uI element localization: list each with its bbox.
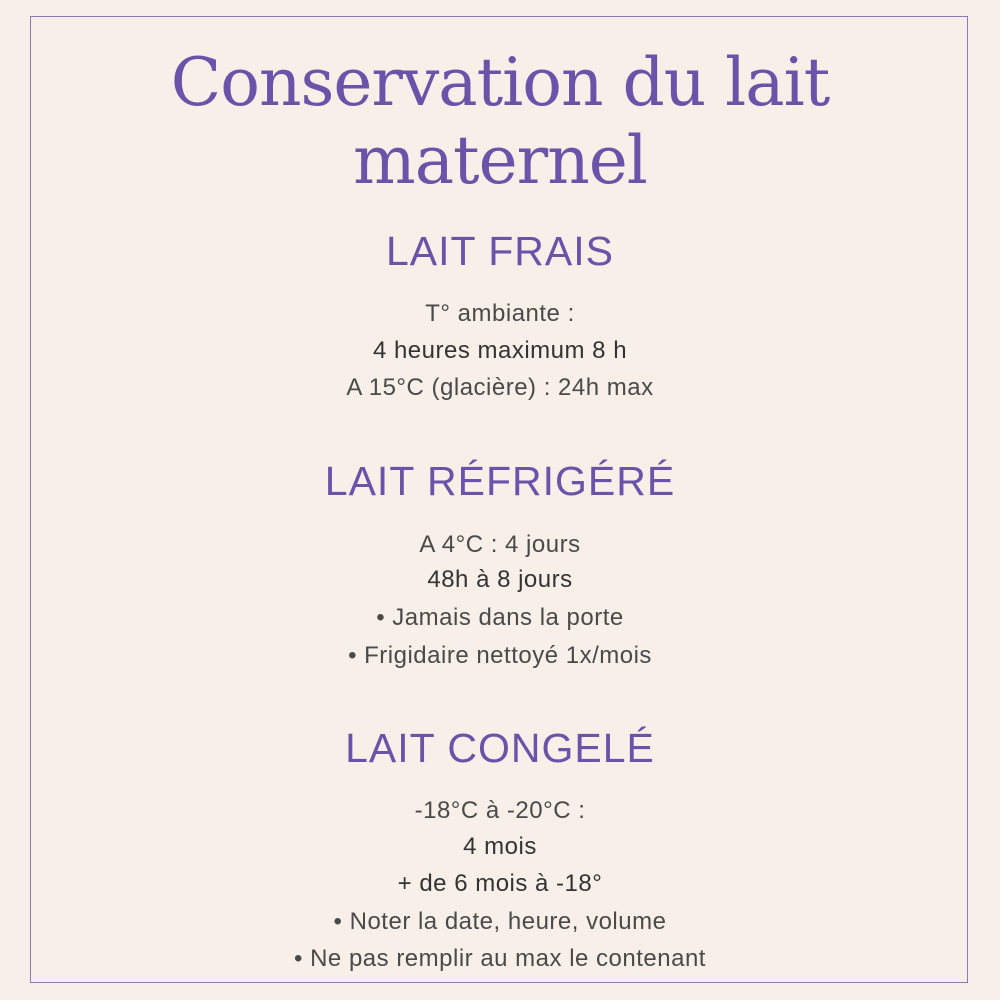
section-heading-fresh: LAIT FRAIS: [386, 228, 614, 274]
fresh-line-cooler: A 15°C (glacière) : 24h max: [346, 374, 654, 401]
frozen-line-temp: -18°C à -20°C :: [414, 797, 586, 824]
refrigerated-line-clean: • Frigidaire nettoyé 1x/mois: [348, 642, 652, 669]
fresh-line-room-temp: T° ambiante :: [425, 300, 575, 327]
frozen-line-duration: 4 mois: [463, 833, 537, 860]
refrigerated-line-door: • Jamais dans la porte: [376, 604, 624, 631]
page-title: [0, 44, 1000, 200]
title-line-1: Conservation du lait: [170, 44, 830, 121]
fresh-line-duration: 4 heures maximum 8 h: [372, 337, 628, 364]
refrigerated-line-temp: A 4°C : 4 jours: [419, 531, 581, 558]
frozen-line-fill: • Ne pas remplir au max le contenant: [294, 945, 706, 972]
frozen-line-extended: + de 6 mois à -18°: [397, 870, 603, 897]
frozen-line-label: • Noter la date, heure, volume: [333, 908, 667, 935]
section-heading-refrigerated: LAIT RÉFRIGÉRÉ: [324, 458, 676, 504]
title-line-2: maternel: [353, 122, 647, 199]
section-heading-frozen: LAIT CONGELÉ: [345, 725, 655, 771]
refrigerated-line-duration: 48h à 8 jours: [427, 566, 573, 593]
